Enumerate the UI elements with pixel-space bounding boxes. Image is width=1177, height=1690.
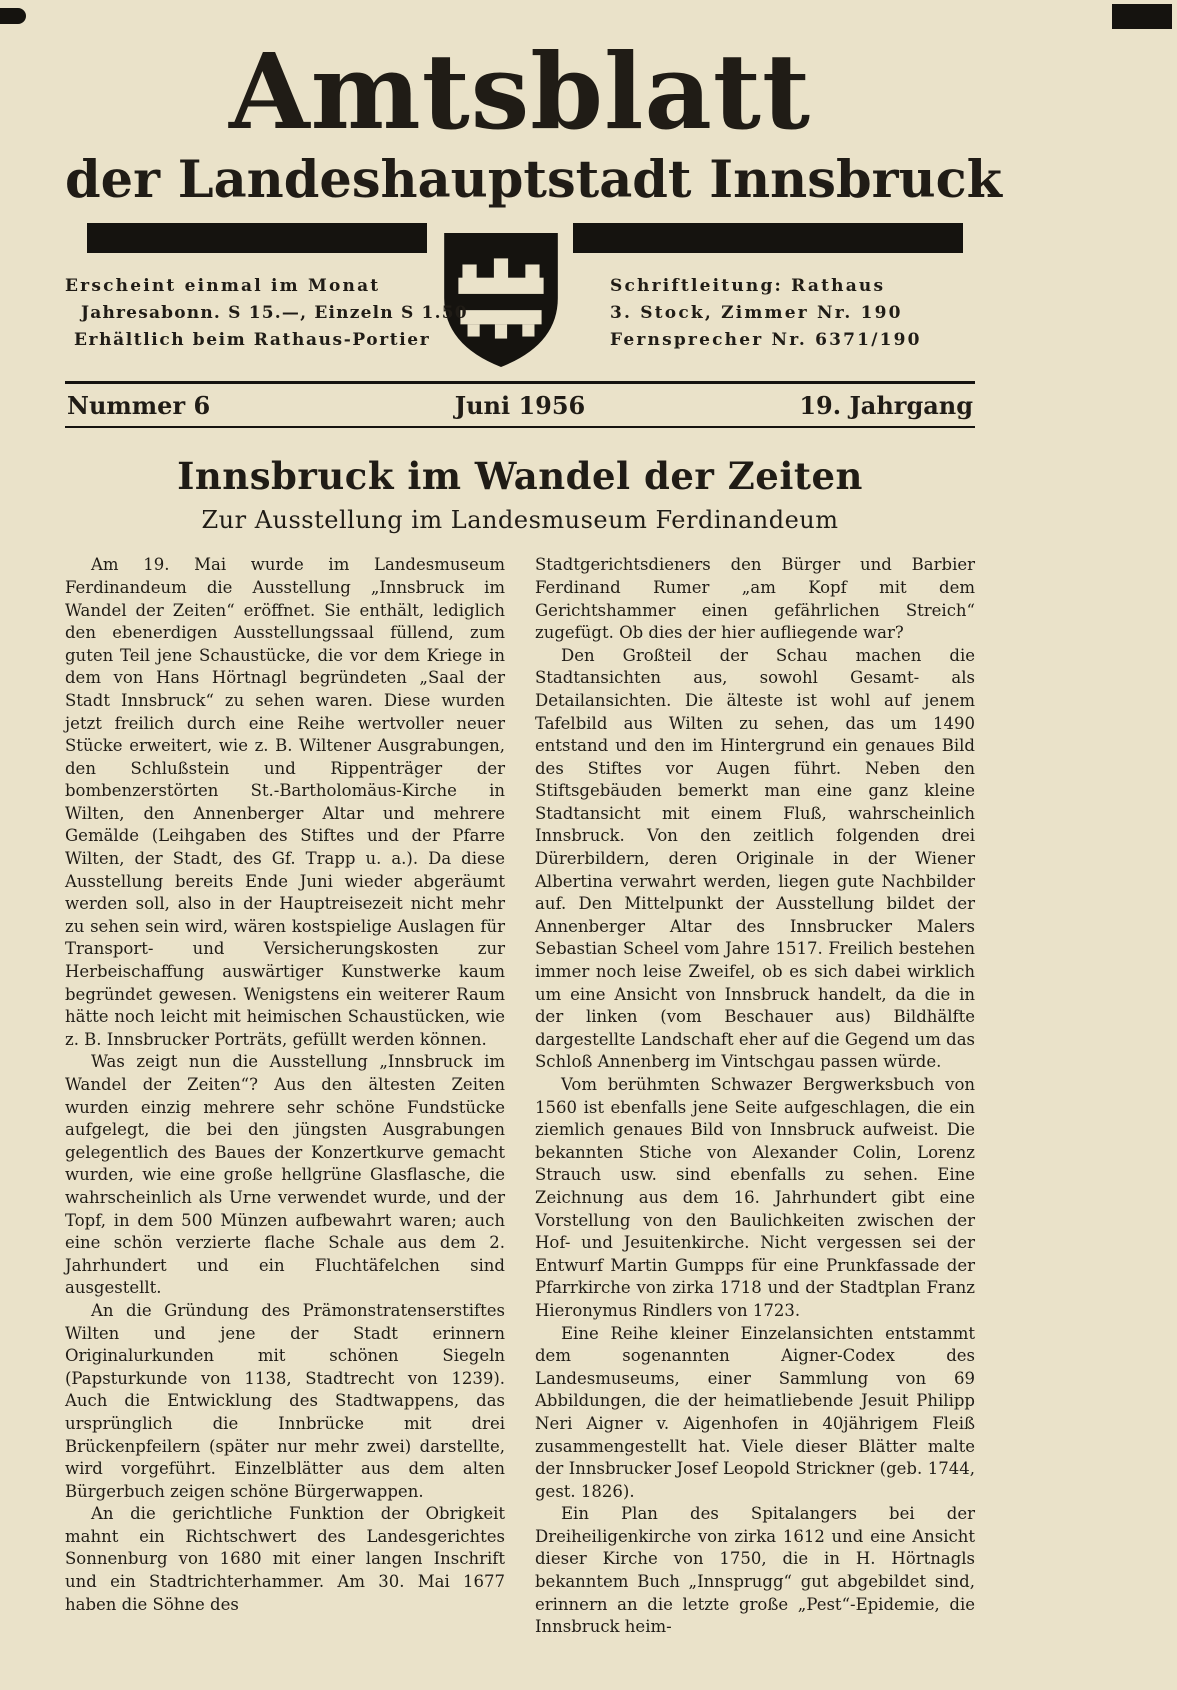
editorial-info: [610, 273, 922, 354]
article-body: [65, 554, 975, 1639]
scan-artifact-top-right: [1112, 4, 1172, 29]
article-paragraph: An die Gründung des Prämonstratenserstiftes Wilten und jene der Stadt erinnern Originalurkunden mit schönen Siegeln (Papsturkunde von 1138, Stadtrecht von 1239). Auch die Entwicklung des Stadtwappens, das ursprünglich die Innbrücke mit drei Brückenpfeilern (später nur mehr zwei) darstellte, wird vorgeführt. Einzelblätter aus dem alten Bürgerbuch zeigen schöne Bürgerwappen.: [65, 1300, 505, 1501]
article-paragraph: Am 19. Mai wurde im Landesmuseum Ferdinandeum die Ausstellung „Innsbruck im Wandel der Zeiten“ eröffnet. Sie enthält, lediglich den ebenerdigen Ausstellungssaal füllend, zum guten Teil jene Schaustücke, die vor dem Kriege in dem von Hans Hörtnagl begründeten „Saal der Stadt Innsbruck“ zu sehen waren. Diese wurden jetzt freilich durch eine Reihe wertvoller neuer Stücke erweitert, wie z. B. Wiltener Ausgrabungen, den Schlußstein und Rippenträger der bombenzerstörten St.-Bartholomäus-Kirche in Wilten, den Annenberger Altar und mehrere Gemälde (Leihgaben des Stiftes und der Pfarre Wilten, der Stadt, des Gf. Trapp u. a.). Da diese Ausstellung bereits Ende Juni wieder abgeräumt werden soll, also in der Hauptreisezeit nicht mehr zu sehen sein wird, wären kostspielige Auslagen für Transport- und Versicherungskosten zur Herbeischaffung auswärtiger Kunstwerke kaum begründet gewesen. Wenigstens ein weiterer Raum hätte noch leicht mit heimischen Schaustücken, wie z. B. Innsbrucker Porträts, gefüllt werden können.: [65, 555, 505, 1049]
article-paragraph: Eine Reihe kleiner Einzelansichten entstammt dem sogenannten Aigner-Codex des Landesmuseums, einer Sammlung von 69 Abbildungen, die der heimatliebende Jesuit Philipp Neri Aigner v. Aigenhofen in 40jährigem Fleiß zusammengestellt hat. Viele dieser Blätter malte der Innsbrucker Josef Leopold Strickner (geb. 1744, gest. 1826).: [535, 1323, 975, 1501]
subscription-price: Jahresabonn. S 15.—, Einzeln S 1.50: [81, 303, 468, 324]
article-paragraph: Was zeigt nun die Ausstellung „Innsbruck im Wandel der Zeiten“? Aus den ältesten Zeiten wurden einzig mehrere sehr schöne Fundstücke aufgelegt, die bei den jüngsten Ausgrabungen gelegentlich des Baues der Konzertkurve gemacht wurden, wie eine große hellgrüne Glasflasche, die wahrscheinlich als Urne verwendet wurde, und der Topf, in dem 500 Münzen aufbewahrt waren; auch eine schön verzierte flache Schale aus dem 2. Jahrhundert und ein Fluchtäfelchen sind ausgestellt.: [65, 1052, 505, 1298]
page-content: [65, 0, 1002, 1639]
masthead-subtitle: der Landeshauptstadt Innsbruck: [65, 150, 1002, 211]
publication-frequency: Erscheint einmal im Monat: [65, 276, 381, 297]
divider-bottom: [65, 426, 975, 428]
article-paragraph: Den Großteil der Schau machen die Stadtansichten aus, sowohl Gesamt- als Detailansichten. Die älteste ist wohl auf jenem Tafelbild aus Wilten zu sehen, das um 1490 entstand und den im Hintergrund ein genaues Bild des Stiftes vor Augen führt. Neben den Stiftsgebäuden bemerkt man eine ganz kleine Stadtansicht mit einem Fluß, wahrscheinlich Innsbruck. Von den zeitlich folgenden drei Dürerbildern, deren Originale in der Wiener Albertina verwahrt werden, liegen gute Nachbilder auf. Den Mittelpunkt der Ausstellung bildet der Annenberger Altar des Innsbrucker Malers Sebastian Scheel vom Jahre 1517. Freilich bestehen immer noch leise Zweifel, ob es sich dabei wirklich um eine Ansicht von Innsbruck handelt, da die in der linken (vom Beschauer aus) Bildhälfte dargestellte Landschaft eher auf die Gegend um das Schloß Annenberg im Vintschgau passen würde.: [535, 645, 975, 1072]
availability-note: Erhältlich beim Rathaus-Portier: [74, 330, 431, 351]
masthead-title: Amtsblatt: [228, 30, 811, 153]
publication-info: [65, 273, 468, 354]
article-paragraph: Stadtgerichtsdieners den Bürger und Barbier Ferdinand Rumer „am Kopf mit dem Gerichtshammer einen gefährlichen Streich“ zugefügt. Ob dies der hier aufliegende war?: [535, 555, 975, 643]
article-paragraph: Ein Plan des Spitalangers bei der Dreiheiligenkirche von zirka 1612 und eine Ansicht dieser Kirche von 1750, die in H. Hörtnagls bekanntem Buch „Innsprugg“ gut abgebildet sind, erinnern an die letzte große „Pest“-Epidemie, die Innsbruck heim-: [535, 1504, 975, 1637]
header-emblem-section: [65, 223, 975, 381]
article-title: Innsbruck im Wandel der Zeiten: [177, 454, 863, 499]
editorial-phone: Fernsprecher Nr. 6371/190: [610, 330, 922, 351]
issue-date: Juni 1956: [454, 391, 586, 421]
article-paragraph: Vom berühmten Schwazer Bergwerksbuch von 1560 ist ebenfalls jene Seite aufgeschlagen, die ein ziemlich genaues Bild von Innsbruck aufweist. Die bekannten Stiche von Alexander Colin, Lorenz Strauch usw. sind ebenfalls zu sehen. Eine Zeichnung aus dem 16. Jahrhundert gibt eine Vorstellung von den Baulichkeiten zwischen der Hof- und Jesuitenkirche. Nicht vergessen sei der Entwurf Martin Gumpps für eine Prunkfassade der Pfarrkirche von zirka 1718 und der Stadtplan Franz Hieronymus Rindlers von 1723.: [535, 1075, 975, 1320]
editorial-address: 3. Stock, Zimmer Nr. 190: [610, 303, 903, 324]
decorative-bar-left: [87, 223, 427, 253]
article-subtitle: Zur Ausstellung im Landesmuseum Ferdinandeum: [201, 506, 839, 535]
issue-line: [65, 384, 975, 426]
article: [65, 454, 975, 1639]
issue-volume: 19. Jahrgang: [799, 391, 973, 421]
article-paragraph: An die gerichtliche Funktion der Obrigkeit mahnt ein Richtschwert des Landesgerichtes Sonnenburg von 1680 mit einer langen Inschrift und ein Stadtrichterhammer. Am 30. Mai 1677 haben die Söhne des: [65, 1504, 505, 1614]
scan-artifact-top-left: [0, 8, 26, 24]
article-column-left: [65, 554, 505, 1639]
editorial-office: Schriftleitung: Rathaus: [610, 276, 886, 297]
issue-number: Nummer 6: [67, 391, 211, 421]
masthead: [65, 0, 1002, 211]
decorative-bar-right: [573, 223, 963, 253]
article-column-right: [535, 554, 975, 1639]
